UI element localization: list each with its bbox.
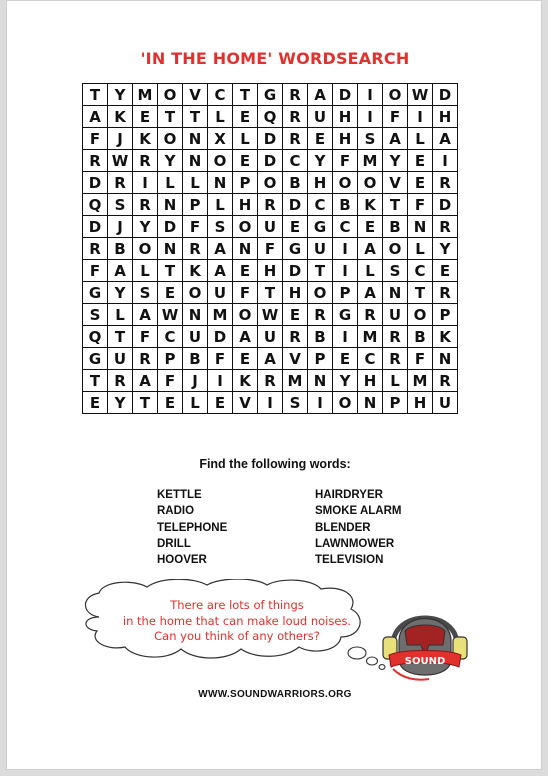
grid-cell: D (333, 84, 358, 106)
grid-cell: E (208, 392, 233, 414)
grid-cell: V (283, 348, 308, 370)
grid-cell: Y (333, 370, 358, 392)
grid-cell: O (308, 282, 333, 304)
grid-cell: J (108, 216, 133, 238)
grid-cell: A (433, 128, 458, 150)
word-list-left (157, 487, 227, 568)
word-list-item: HOOVER (157, 554, 207, 567)
bubble-line: Can you think of any others? (154, 629, 320, 643)
grid-cell: U (258, 326, 283, 348)
grid-cell: Q (83, 326, 108, 348)
grid-cell: D (258, 128, 283, 150)
grid-cell: R (433, 172, 458, 194)
sound-warriors-helmet-icon (379, 601, 471, 683)
grid-cell: X (208, 128, 233, 150)
grid-cell: A (108, 260, 133, 282)
grid-cell: C (308, 194, 333, 216)
grid-cell: I (358, 84, 383, 106)
word-list-item: RADIO (157, 505, 195, 518)
grid-cell: L (183, 172, 208, 194)
grid-cell: N (158, 194, 183, 216)
grid-cell: R (358, 304, 383, 326)
word-list-item: DRILL (157, 537, 191, 550)
grid-cell: I (133, 172, 158, 194)
grid-cell: L (133, 260, 158, 282)
grid-cell: D (283, 194, 308, 216)
grid-cell: G (83, 348, 108, 370)
grid-cell: L (208, 106, 233, 128)
grid-cell: N (158, 238, 183, 260)
grid-cell: R (83, 150, 108, 172)
grid-cell: B (383, 216, 408, 238)
grid-cell: C (358, 348, 383, 370)
grid-cell: V (383, 172, 408, 194)
grid-cell: Y (308, 150, 333, 172)
grid-cell: L (233, 128, 258, 150)
grid-cell: F (133, 326, 158, 348)
grid-cell: R (383, 348, 408, 370)
grid-cell: H (358, 370, 383, 392)
grid-cell: S (283, 392, 308, 414)
grid-cell: O (133, 238, 158, 260)
grid-cell: R (433, 282, 458, 304)
grid-cell: P (183, 194, 208, 216)
grid-cell: W (158, 304, 183, 326)
grid-cell: R (183, 238, 208, 260)
grid-cell: R (108, 172, 133, 194)
grid-cell: D (83, 216, 108, 238)
grid-cell: S (83, 304, 108, 326)
grid-cell: A (83, 106, 108, 128)
bubble-line: There are lots of things (170, 598, 304, 612)
website-url: WWW.SOUNDWARRIORS.ORG (198, 689, 352, 700)
grid-cell: O (183, 282, 208, 304)
grid-cell: P (158, 348, 183, 370)
grid-cell: K (233, 370, 258, 392)
grid-cell: F (408, 348, 433, 370)
page-title: 'IN THE HOME' WORDSEARCH (140, 49, 410, 68)
grid-cell: S (108, 194, 133, 216)
logo-text: SOUND (404, 656, 446, 667)
grid-cell: W (108, 150, 133, 172)
grid-cell: F (83, 260, 108, 282)
grid-cell: J (183, 370, 208, 392)
grid-cell: K (133, 128, 158, 150)
grid-cell: R (433, 370, 458, 392)
grid-cell: E (308, 128, 333, 150)
grid-cell: N (208, 172, 233, 194)
grid-cell: H (333, 128, 358, 150)
grid-cell: E (408, 172, 433, 194)
grid-cell: C (158, 326, 183, 348)
grid-cell: O (233, 304, 258, 326)
grid-cell: A (208, 260, 233, 282)
grid-cell: A (133, 304, 158, 326)
grid-cell: N (383, 282, 408, 304)
grid-cell: D (433, 194, 458, 216)
grid-cell: O (158, 84, 183, 106)
grid-cell: I (333, 260, 358, 282)
grid-cell: P (233, 172, 258, 194)
grid-cell: U (208, 282, 233, 304)
grid-cell: E (283, 304, 308, 326)
grid-cell: Q (258, 106, 283, 128)
word-list-right (315, 487, 401, 568)
grid-cell: F (333, 150, 358, 172)
grid-cell: A (358, 282, 383, 304)
grid-cell: U (108, 348, 133, 370)
grid-cell: U (383, 304, 408, 326)
grid-cell: U (258, 216, 283, 238)
grid-cell: B (308, 326, 333, 348)
grid-cell: T (158, 260, 183, 282)
grid-cell: R (108, 370, 133, 392)
grid-cell: E (83, 392, 108, 414)
grid-cell: M (208, 304, 233, 326)
grid-cell: V (233, 392, 258, 414)
grid-cell: H (408, 392, 433, 414)
grid-cell: I (333, 238, 358, 260)
grid-cell: I (333, 326, 358, 348)
grid-cell: R (308, 304, 333, 326)
grid-cell: I (258, 392, 283, 414)
grid-cell: D (83, 172, 108, 194)
grid-cell: Y (158, 150, 183, 172)
grid-cell: U (308, 106, 333, 128)
grid-cell: H (433, 106, 458, 128)
grid-cell: G (308, 216, 333, 238)
grid-cell: D (283, 260, 308, 282)
word-list-item: KETTLE (157, 489, 202, 501)
grid-cell: L (183, 392, 208, 414)
grid-cell: B (333, 194, 358, 216)
grid-cell: E (433, 260, 458, 282)
grid-cell: E (233, 348, 258, 370)
grid-cell: I (308, 392, 333, 414)
grid-cell: A (233, 326, 258, 348)
grid-cell: E (358, 216, 383, 238)
grid-cell: E (233, 260, 258, 282)
grid-cell: O (258, 172, 283, 194)
grid-cell: R (383, 326, 408, 348)
grid-cell: F (183, 216, 208, 238)
grid-cell: O (233, 216, 258, 238)
grid-cell: T (133, 392, 158, 414)
grid-cell: E (283, 216, 308, 238)
grid-cell: G (333, 304, 358, 326)
grid-cell: M (408, 370, 433, 392)
grid-cell: F (208, 348, 233, 370)
grid-cell: K (183, 260, 208, 282)
grid-cell: R (433, 216, 458, 238)
grid-cell: F (158, 370, 183, 392)
grid-cell: T (183, 106, 208, 128)
grid-cell: R (283, 84, 308, 106)
grid-cell: C (283, 150, 308, 172)
grid-cell: D (433, 84, 458, 106)
grid-cell: N (183, 304, 208, 326)
grid-cell: A (358, 238, 383, 260)
grid-cell: R (283, 106, 308, 128)
grid-cell: C (408, 260, 433, 282)
grid-cell: O (383, 84, 408, 106)
grid-cell: R (133, 150, 158, 172)
grid-cell: O (383, 238, 408, 260)
grid-cell: T (158, 106, 183, 128)
grid-cell: N (233, 238, 258, 260)
grid-cell: T (233, 84, 258, 106)
grid-cell: M (358, 326, 383, 348)
grid-cell: S (383, 260, 408, 282)
grid-cell: R (258, 194, 283, 216)
grid-cell: R (283, 128, 308, 150)
grid-cell: T (408, 282, 433, 304)
bubble-line: in the home that can make loud noises. (122, 613, 352, 628)
grid-cell: I (358, 106, 383, 128)
word-list-item: LAWNMOWER (315, 537, 395, 550)
word-list-item: TELEPHONE (157, 521, 228, 534)
grid-cell: O (158, 128, 183, 150)
grid-cell: E (333, 348, 358, 370)
grid-cell: N (358, 392, 383, 414)
grid-cell: T (83, 84, 108, 106)
grid-cell: Y (433, 238, 458, 260)
grid-cell: T (83, 370, 108, 392)
grid-cell: B (408, 326, 433, 348)
grid-cell: H (283, 282, 308, 304)
word-list-item: TELEVISION (315, 554, 384, 567)
grid-cell: S (358, 128, 383, 150)
grid-cell: V (183, 84, 208, 106)
grid-cell: L (108, 304, 133, 326)
grid-cell: N (183, 128, 208, 150)
grid-cell: A (258, 348, 283, 370)
grid-cell: P (383, 392, 408, 414)
grid-cell: G (283, 238, 308, 260)
grid-cell: B (183, 348, 208, 370)
grid-cell: A (208, 238, 233, 260)
grid-cell: U (183, 326, 208, 348)
grid-cell: E (133, 106, 158, 128)
grid-cell: E (158, 392, 183, 414)
grid-cell: F (83, 128, 108, 150)
instructions: Find the following words: (199, 457, 351, 471)
grid-cell: W (408, 84, 433, 106)
grid-cell: H (233, 194, 258, 216)
grid-cell: S (208, 216, 233, 238)
grid-cell: L (383, 370, 408, 392)
grid-cell: Y (108, 392, 133, 414)
grid-cell: U (433, 392, 458, 414)
grid-cell: O (408, 304, 433, 326)
grid-cell: K (358, 194, 383, 216)
grid-cell: N (408, 216, 433, 238)
grid-cell: Y (108, 282, 133, 304)
grid-cell: I (208, 370, 233, 392)
grid-cell: T (258, 282, 283, 304)
word-list-item: SMOKE ALARM (315, 505, 402, 518)
grid-cell: B (283, 172, 308, 194)
grid-cell: R (83, 238, 108, 260)
grid-cell: T (383, 194, 408, 216)
grid-cell: L (358, 260, 383, 282)
grid-cell: O (333, 392, 358, 414)
grid-cell: A (383, 128, 408, 150)
grid-cell: S (133, 282, 158, 304)
grid-cell: R (133, 194, 158, 216)
grid-cell: T (108, 326, 133, 348)
grid-cell: D (258, 150, 283, 172)
grid-cell: N (308, 370, 333, 392)
grid-cell: G (258, 84, 283, 106)
worksheet-page (6, 0, 542, 770)
grid-cell: N (183, 150, 208, 172)
grid-cell: M (283, 370, 308, 392)
grid-cell: P (433, 304, 458, 326)
grid-cell: O (358, 172, 383, 194)
word-list-item: BLENDER (315, 521, 371, 534)
grid-cell: F (383, 106, 408, 128)
grid-cell: H (258, 260, 283, 282)
grid-cell: D (208, 326, 233, 348)
grid-cell: J (108, 128, 133, 150)
grid-cell: C (333, 216, 358, 238)
grid-cell: F (233, 282, 258, 304)
grid-cell: A (308, 84, 333, 106)
grid-cell: F (408, 194, 433, 216)
grid-cell: L (208, 194, 233, 216)
grid-cell: B (108, 238, 133, 260)
grid-cell: E (233, 106, 258, 128)
grid-cell: N (433, 348, 458, 370)
grid-cell: O (333, 172, 358, 194)
grid-cell: R (133, 348, 158, 370)
grid-cell: I (433, 150, 458, 172)
grid-cell: E (408, 150, 433, 172)
grid-cell: E (233, 150, 258, 172)
grid-cell: Y (133, 216, 158, 238)
grid-cell: Y (383, 150, 408, 172)
grid-cell: D (158, 216, 183, 238)
grid-cell: T (308, 260, 333, 282)
grid-cell: M (133, 84, 158, 106)
grid-cell: H (333, 106, 358, 128)
grid-cell: W (258, 304, 283, 326)
grid-cell: E (158, 282, 183, 304)
grid-cell: G (83, 282, 108, 304)
grid-cell: U (308, 238, 333, 260)
grid-cell: R (258, 370, 283, 392)
grid-cell: Y (108, 84, 133, 106)
grid-cell: O (208, 150, 233, 172)
word-list-item: HAIRDRYER (315, 489, 383, 501)
bubble-text (102, 598, 372, 645)
grid-cell: M (358, 150, 383, 172)
grid-cell: L (408, 128, 433, 150)
grid-cell: P (333, 282, 358, 304)
grid-cell: R (283, 326, 308, 348)
grid-cell: H (308, 172, 333, 194)
grid-cell: L (158, 172, 183, 194)
wordsearch-grid (82, 83, 458, 414)
grid-cell: P (308, 348, 333, 370)
grid-cell: K (108, 106, 133, 128)
grid-cell: C (208, 84, 233, 106)
grid-cell: F (258, 238, 283, 260)
grid-cell: Q (83, 194, 108, 216)
grid-cell: A (133, 370, 158, 392)
grid-cell: L (408, 238, 433, 260)
grid-cell: K (433, 326, 458, 348)
grid-cell: I (408, 106, 433, 128)
